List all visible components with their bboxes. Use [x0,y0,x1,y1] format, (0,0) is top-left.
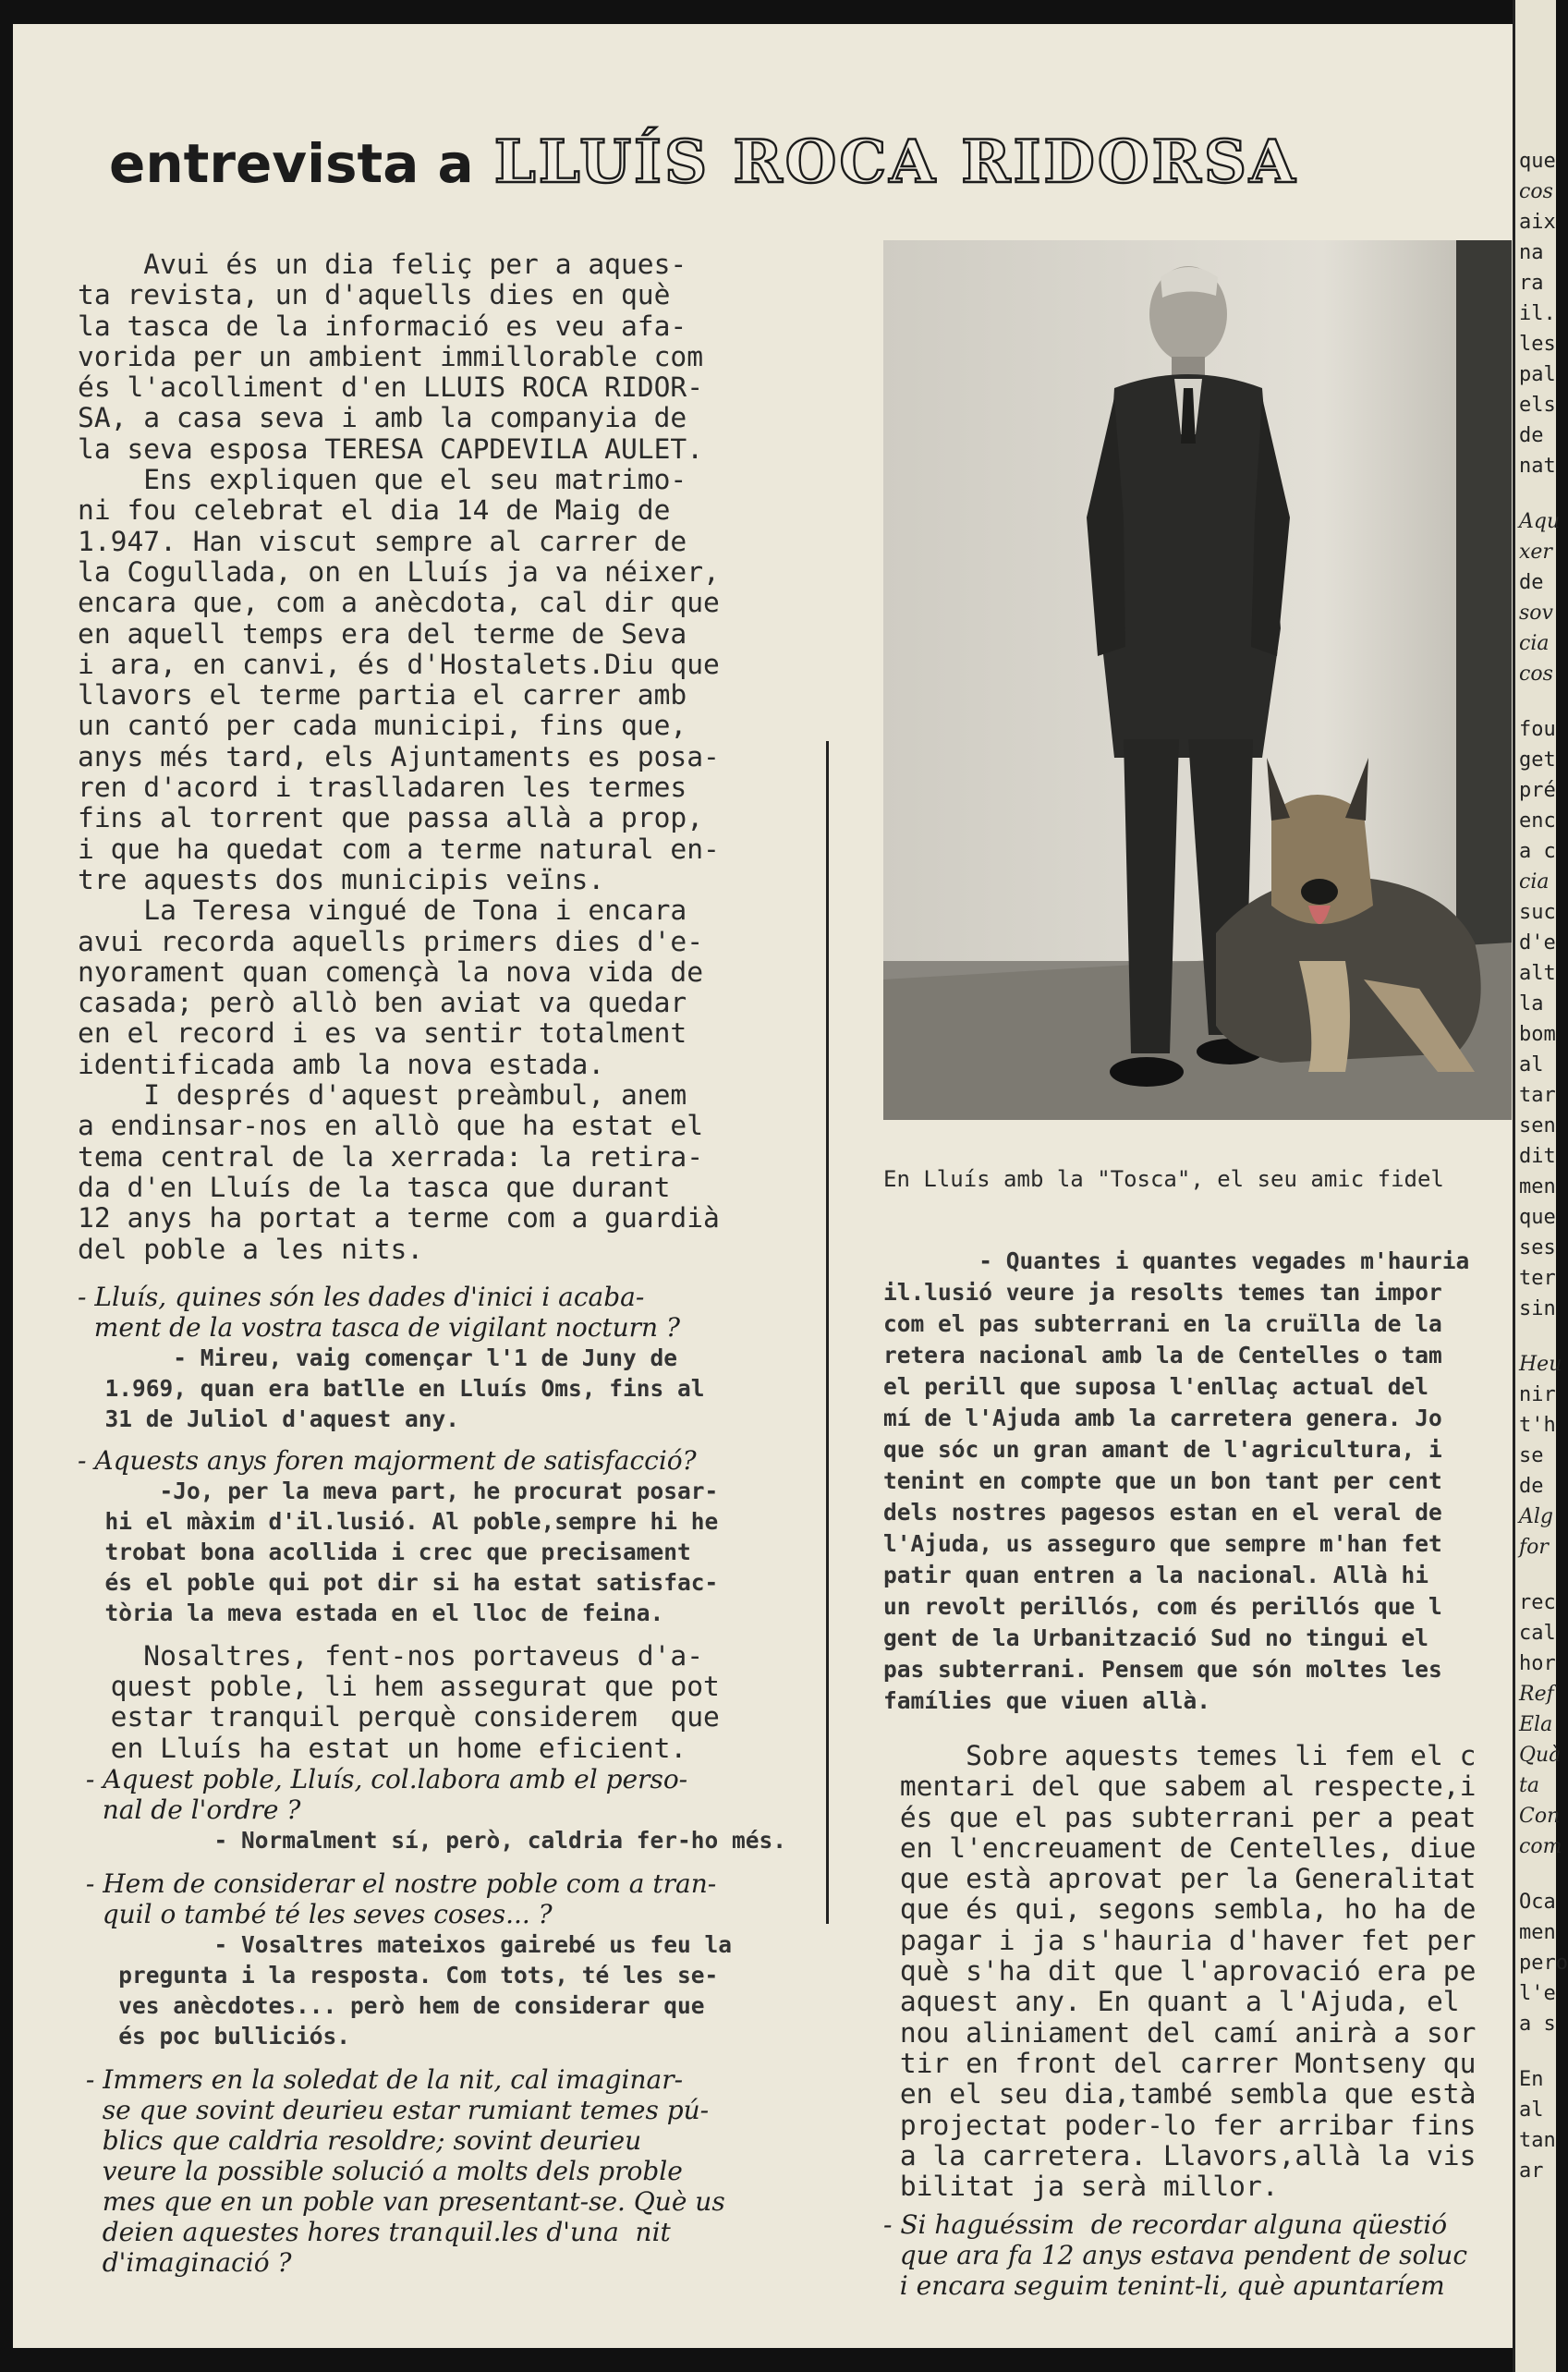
text-line: la Cogullada, on en Lluís ja va néixer, [78,555,720,588]
edge-fragment: d'e [1519,931,1556,955]
text-line: casada; però allò ben aviat va quedar [78,987,687,1019]
question-line: quil o també té les seves coses... ? [78,1898,553,1929]
text-line: en el seu dia,també sembla que està [883,2078,1477,2110]
edge-fragment: fou [1519,718,1556,741]
edge-fragment: Alg [1519,1505,1554,1528]
qa-item [78,1445,817,1628]
edge-fragment: ar [1519,2159,1544,2183]
edge-fragment: dit [1519,1145,1556,1168]
edge-fragment: suc [1519,901,1556,924]
answer-line: patir quan entren a la nacional. Allà hi [883,1562,1429,1588]
text-line: bilitat ja serà millor. [883,2171,1279,2203]
edge-fragment: hor [1519,1652,1556,1675]
edge-fragment: Oca [1519,1891,1556,1914]
text-line: ren d'acord i traslladaren les termes [78,772,687,804]
answer-line: com el pas subterrani en la cruïlla de la [883,1310,1442,1337]
answer-line: l'Ajuda, us asseguro que sempre m'han fet [883,1530,1442,1557]
text-line: que està aprovat per la Generalitat [883,1863,1477,1895]
right-column [883,1246,1530,2301]
edge-fragment: nir [1519,1383,1556,1406]
edge-fragment: xer [1519,541,1552,564]
text-line: identificada amb la nova estada. [78,1048,605,1080]
question-line: ment de la vostra tasca de vigilant nocturn ? [78,1311,680,1343]
text-line: en l'encreuament de Centelles, diue [883,1831,1477,1864]
edge-fragment: Aqu [1519,510,1561,533]
text-line: Sobre aquests temes li fem el c [883,1740,1477,1771]
text-line: tre aquests dos municipis veïns. [78,863,605,895]
answer-line: tòria la meva estada en el lloc de feina. [78,1599,664,1626]
qa-item [78,2064,817,2278]
answer-line: il.lusió veure ja resolts temes tan impor [883,1279,1442,1306]
edge-fragment: cal [1519,1622,1556,1645]
edge-fragment: Con [1519,1805,1561,1828]
answer-line: trobat bona acollida i crec que precisament [78,1538,691,1565]
text-line: la seva esposa TERESA CAPDEVILA AULET. [78,432,704,465]
edge-fragment: cos [1519,180,1553,203]
answer-line: pregunta i la resposta. Com tots, té les se- [78,1961,719,1989]
edge-fragment: tar [1519,1084,1556,1107]
answer-line: és poc bulliciós. [78,2022,351,2050]
question-line: - Aquest poble, Lluís, col.labora amb el perso- [78,1763,688,1794]
edge-fragment: a s [1519,2013,1556,2036]
text-line: del poble a les nits. [78,1233,424,1265]
edge-fragment: Ela [1519,1713,1553,1736]
answer-line: tenint en compte que un bon tant per cent [883,1467,1442,1494]
final-question [883,2209,1530,2301]
text-line: en el record i es va sentir totalment [78,1017,687,1050]
edge-fragment: enc [1519,809,1556,833]
answer-line: el perill que suposa l'enllaç actual del [883,1373,1429,1400]
text-line: nou aliniament del camí anirà a sor [883,2016,1477,2049]
edge-fragment: les [1519,333,1556,356]
edge-fragment: cos [1519,663,1553,686]
edge-fragment: alt [1519,962,1556,985]
left-column [78,249,817,2291]
edge-fragment: que [1519,150,1556,173]
edge-fragment: get [1519,748,1556,772]
text-line: La Teresa vingué de Tona i encara [78,894,687,927]
edge-fragment: il. [1519,302,1556,325]
title-lead: entrevista a [109,132,474,195]
edge-fragment: nat [1519,455,1556,478]
photo [883,240,1512,1120]
text-line: llavors el terme partia el carrer amb [78,679,687,712]
article-title [109,128,1298,197]
text-line: que és qui, segons sembla, ho ha de [883,1893,1477,1926]
text-line: avui recorda aquells primers dies d'e- [78,925,704,957]
adjacent-page-edge [1513,0,1568,2372]
text-line: a endinsar-nos en allò que ha estat el [78,1110,704,1142]
question-line: - Immers en la soledat de la nit, cal imaginar- [78,2063,684,2095]
edge-fragment: Heu [1519,1353,1562,1376]
text-line: ta revista, un d'aquells dies en què [78,279,671,311]
text-line: SA, a casa seva i amb la companyia de [78,402,687,434]
answer-line: dels nostres pagesos estan en el veral de [883,1499,1442,1526]
edge-fragment: ses [1519,1236,1556,1259]
edge-fragment: cia [1519,632,1550,655]
edge-fragment: tan [1519,2129,1556,2152]
answer-line: famílies que viuen allà. [883,1687,1211,1714]
edge-fragment: Quà [1519,1744,1562,1767]
edge-fragment: sen [1519,1114,1556,1137]
edge-fragment: de [1519,424,1544,447]
edge-fragment: se [1519,1444,1544,1467]
qa-block-2 [78,1764,817,2278]
answer-line: - Vosaltres mateixos gairebé us feu la [78,1930,733,1958]
text-line: quest poble, li hem assegurat que pot [78,1671,720,1703]
text-line: vorida per un ambient immillorable com [78,340,704,372]
magazine-page [13,24,1550,2348]
edge-fragment: rec [1519,1591,1556,1614]
answer-line: és el poble qui pot dir si ha estat satisfac- [78,1568,719,1596]
answer-line: 1.969, quan era batlle en Lluís Oms, fins al [78,1374,705,1402]
question-line: d'imaginació ? [78,2246,292,2278]
text-line: Avui és un dia feliç per a aques- [78,249,687,280]
qa-item [78,1764,817,1855]
text-line: nyorament quan començà la nova vida de [78,955,704,988]
edge-fragment: men [1519,1921,1556,1944]
title-name: LLUÍS ROCA RIDORSA [493,128,1298,197]
text-line: da d'en Lluís de la tasca que durant [78,1171,671,1203]
text-line: estar tranquil perquè considerem que [78,1701,720,1733]
edge-fragment: bom [1519,1023,1556,1046]
text-line: i ara, en canvi, és d'Hostalets.Diu que [78,648,720,680]
edge-fragment: pré [1519,779,1556,802]
edge-fragment: ra [1519,272,1544,295]
text-line: 12 anys ha portat a terme com a guardià [78,1202,720,1235]
question-line: veure la possible solució a molts dels proble [78,2155,683,2186]
edge-fragment: pal [1519,363,1556,386]
edge-fragment: de [1519,1475,1544,1498]
question-line: - Si haguéssim de recordar alguna qüestió [883,2209,1448,2241]
text-line: és que el pas subterrani per a peat [883,1801,1477,1833]
text-line: fins al torrent que passa allà a prop, [78,802,704,834]
text-line: és l'acolliment d'en LLUIS ROCA RIDOR- [78,371,704,404]
edge-fragment: aix [1519,211,1556,234]
edge-fragment: pero [1519,1952,1568,1975]
edge-fragment: for [1519,1536,1549,1559]
intro-text [78,249,817,1265]
text-line: anys més tard, els Ajuntaments es posa- [78,740,720,772]
text-line: mentari del que sabem al respecte,i [883,1770,1477,1803]
text-line: tir en front del carrer Montseny qu [883,2047,1477,2079]
answer-line: pas subterrani. Pensem que són moltes les [883,1656,1442,1683]
text-line: en Lluís ha estat un home eficient. [78,1732,687,1764]
edge-fragment: men [1519,1175,1556,1198]
photo-caption: En Lluís amb la "Tosca", el seu amic fidel [883,1166,1444,1192]
question-line: - Lluís, quines són les dades d'inici i acaba- [78,1281,645,1312]
text-line: en aquell temps era del terme de Seva [78,617,687,650]
question-line: - Aquests anys foren majorment de satisfacció? [78,1444,697,1476]
question-line: deien aquestes hores tranquil.les d'una nit [78,2216,671,2247]
edge-fragment: sov [1519,602,1553,625]
edge-fragment: l'e [1519,1982,1556,2005]
text-line: Nosaltres, fent-nos portaveus d'a- [78,1639,704,1672]
text-line: i que ha quedat com a terme natural en- [78,833,720,865]
edge-fragment: sin [1519,1297,1556,1320]
text-line: ni fou celebrat el dia 14 de Maig de [78,494,671,527]
answer-line: hi el màxim d'il.lusió. Al poble,sempre hi he [78,1507,719,1535]
text-line: a la carretera. Llavors,allà la vis [883,2139,1477,2171]
answer-line: -Jo, per la meva part, he procurat posar- [78,1477,719,1504]
qa-item [78,1282,817,1434]
question-line: i encara seguim tenint-li, què apuntaríem [883,2270,1445,2302]
edge-fragment: En [1519,2068,1544,2091]
answer-line: - Mireu, vaig començar l'1 de Juny de [78,1344,678,1371]
answer-line: - Normalment sí, però, caldria fer-ho més. [78,1826,787,1854]
column-divider [826,741,829,1924]
question-line: que ara fa 12 anys estava pendent de soluc [883,2240,1467,2271]
question-line: blics que caldria resoldre; sovint deurieu [78,2124,642,2156]
answer-line: - Quantes i quantes vegades m'hauria [883,1247,1470,1274]
text-line: la tasca de la informació es veu afa- [78,310,687,342]
text-line: Ens expliquen que el seu matrimo- [78,464,687,496]
middle-paragraph [78,1641,817,1764]
edge-fragment: que [1519,1206,1556,1229]
edge-fragment: com [1519,1835,1562,1858]
edge-fragment: al [1519,2098,1544,2122]
qa-item [78,1868,817,2051]
edge-fragment: a c [1519,840,1556,863]
question-line: - Hem de considerar el nostre poble com a tran- [78,1867,717,1899]
text-line: aquest any. En quant a l'Ajuda, el [883,1986,1460,2018]
edge-fragment: Ref [1519,1683,1554,1706]
answer-line: 31 de Juliol d'aquest any. [78,1405,460,1432]
edge-fragment: de [1519,571,1544,594]
question-line: se que sovint deurieu estar rumiant temes pú- [78,2094,710,2125]
text-line: encara que, com a anècdota, cal dir que [78,587,720,619]
answer-line: un revolt perillós, com és perillós que l [883,1593,1442,1620]
text-line: pagar i ja s'hauria d'haver fet per [883,1924,1477,1956]
edge-fragment: la [1519,992,1544,1016]
edge-fragment: al [1519,1053,1544,1077]
qa-block-1 [78,1282,817,1628]
edge-fragment: ta [1519,1774,1539,1797]
answer-line: gent de la Urbanització Sud no tingui el [883,1624,1429,1651]
edge-fragment: na [1519,241,1544,264]
edge-fragment: t'h [1519,1414,1556,1437]
question-line: nal de l'ordre ? [78,1794,301,1825]
text-line: I després d'aquest preàmbul, anem [78,1079,687,1112]
answer-line: que sóc un gran amant de l'agricultura, i [883,1436,1442,1463]
answer-paragraph [883,1246,1530,1717]
text-line: què s'ha dit que l'aprovació era pe [883,1955,1477,1988]
edge-fragment: ter [1519,1267,1556,1290]
text-line: 1.947. Han viscut sempre al carrer de [78,525,687,557]
text-line: projectat poder-lo fer arribar fins [883,2109,1477,2141]
text-line: un cantó per cada municipi, fins que, [78,710,687,742]
answer-line: ves anècdotes... però hem de considerar que [78,1991,705,2019]
answer-line: mí de l'Ajuda amb la carretera genera. Jo [883,1405,1442,1431]
text-line: tema central de la xerrada: la retira- [78,1140,704,1173]
commentary-paragraph [883,1741,1530,2202]
edge-fragment: els [1519,394,1556,417]
man-and-dog-photo [883,240,1512,1120]
answer-line: retera nacional amb la de Centelles o tam [883,1342,1442,1368]
question-line: mes que en un poble van presentant-se. Què us [78,2185,725,2217]
edge-fragment: cia [1519,870,1550,894]
